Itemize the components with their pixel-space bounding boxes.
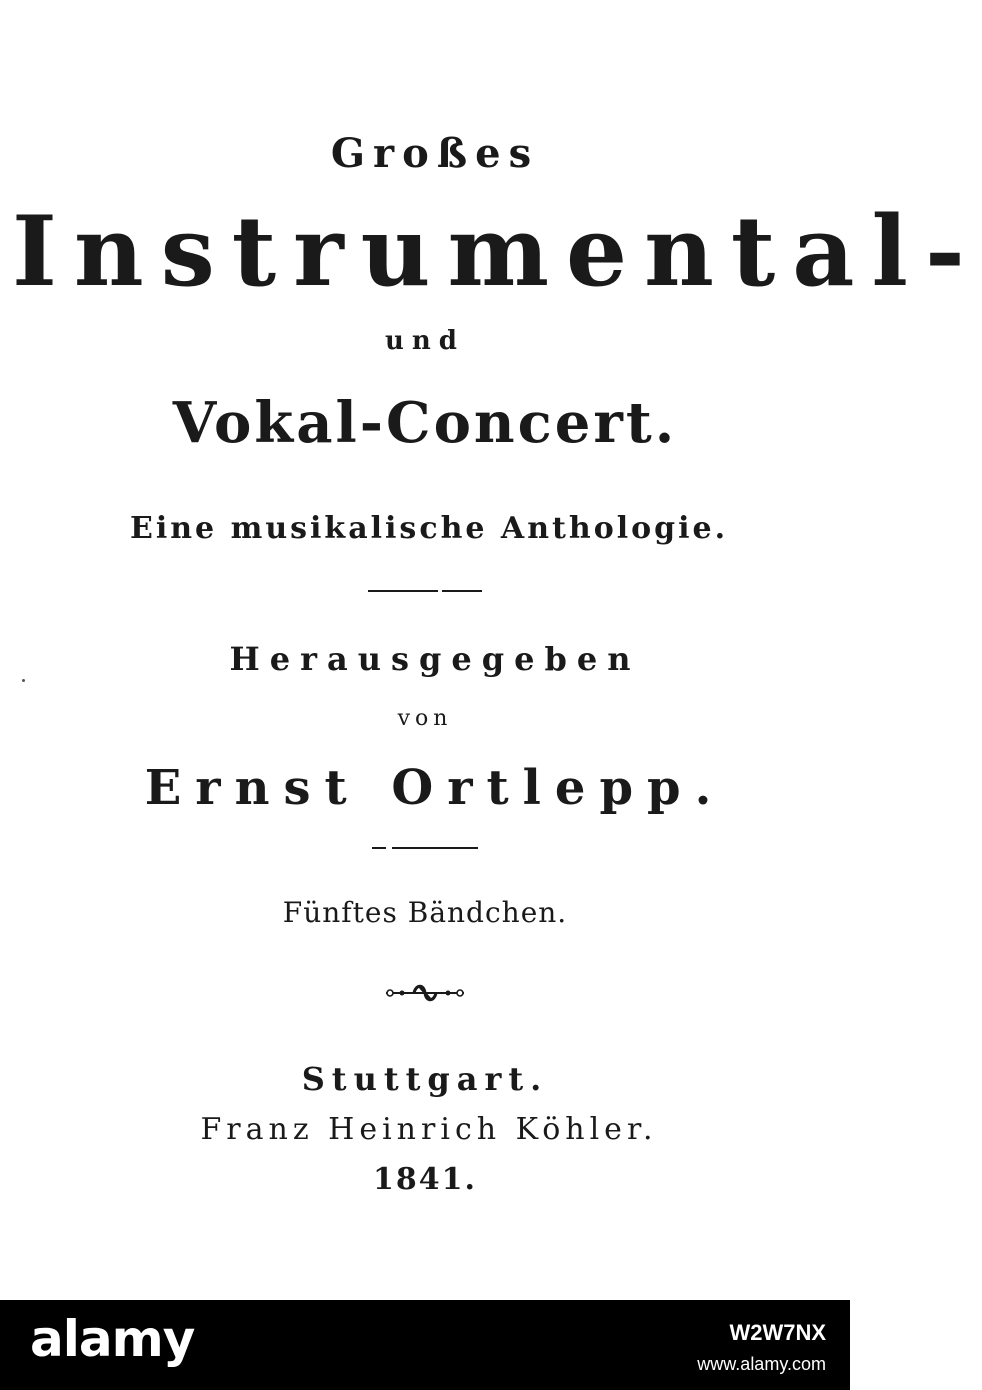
image-id: W2W7NX (729, 1320, 826, 1345)
paper-speck (22, 679, 25, 682)
publication-year: 1841. (373, 1162, 477, 1197)
volume-label: Fünftes Bändchen. (282, 896, 568, 929)
divider-rule (368, 590, 438, 592)
editor-name: Ernst Ortlepp. (144, 760, 726, 816)
site-url: www.alamy.com (697, 1354, 826, 1374)
subtitle: Eine musikalische Anthologie. (129, 511, 729, 546)
title-line-instrumental: Instrumental- (12, 195, 982, 308)
watermark-footer (0, 1300, 850, 1390)
title-line-grosses: Großes (330, 130, 540, 177)
ornament-icon (384, 982, 466, 1004)
divider-rule (392, 847, 478, 849)
publisher-name: Franz Heinrich Köhler. (200, 1112, 658, 1147)
divider-rule (442, 590, 482, 592)
brand-logo: alamy (30, 1310, 195, 1368)
place-of-publication: Stuttgart. (301, 1060, 549, 1098)
title-line-und: und (385, 326, 465, 356)
edited-by-label: Herausgegeben (229, 640, 641, 678)
title-line-vokal-concert: Vokal-Concert. (172, 390, 678, 456)
von-label: von (397, 706, 453, 731)
divider-rule (372, 847, 386, 849)
